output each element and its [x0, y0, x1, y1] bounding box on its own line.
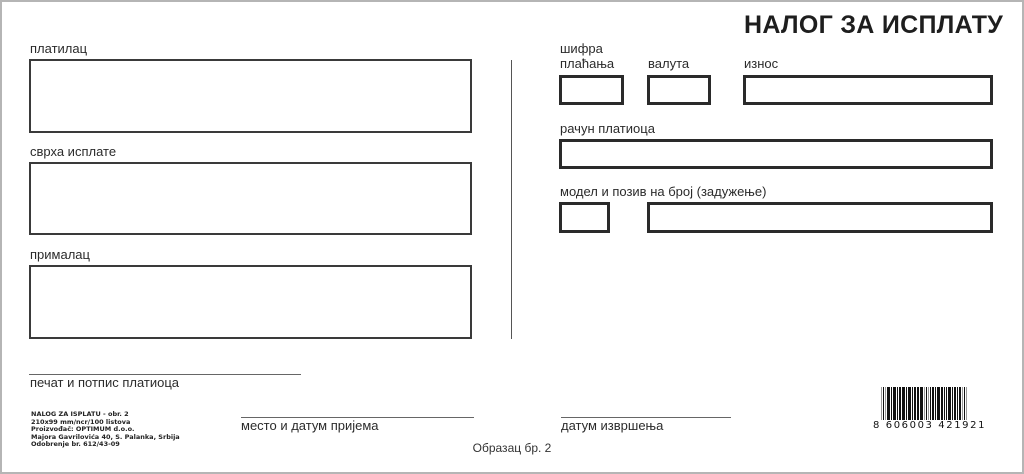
currency-field[interactable] — [647, 75, 711, 105]
column-divider — [511, 60, 512, 339]
imprint-line: Odobrenje br. 612/43-09 — [31, 440, 120, 449]
model-field[interactable] — [559, 202, 610, 233]
currency-label: валута — [648, 56, 690, 71]
barcode-number: 8 606003 421921 — [873, 420, 987, 431]
form-title: НАЛОГ ЗА ИСПЛАТУ — [744, 11, 1004, 39]
amount-field[interactable] — [743, 75, 993, 105]
form-number: Образац бр. 2 — [472, 441, 552, 455]
purpose-field[interactable] — [29, 162, 472, 235]
imprint-line: 210x99 mm/ncr/100 listova — [31, 417, 131, 426]
payment-code-label-line2: плаћања — [560, 56, 615, 71]
execution-date-label: датум извршења — [561, 418, 664, 433]
imprint-line: Majora Gavrilovića 40, S. Palanka, Srbija — [31, 432, 180, 441]
payer-label: платилац — [30, 41, 88, 56]
payer-account-field[interactable] — [559, 139, 993, 169]
payer-field[interactable] — [29, 59, 472, 133]
payment-code-field[interactable] — [559, 75, 624, 105]
imprint-line: NALOG ZA ISPLATU - obr. 2 — [31, 410, 129, 418]
model-reference-label: модел и позив на број (задужење) — [560, 184, 767, 199]
payer-account-label: рачун платиоца — [560, 121, 655, 136]
reference-number-field[interactable] — [647, 202, 993, 233]
signature-label: печат и потпис платиоца — [30, 375, 180, 390]
barcode — [873, 387, 993, 435]
purpose-label: сврха исплате — [30, 144, 117, 159]
amount-label: износ — [744, 56, 779, 71]
imprint-line: Proizvođač: OPTIMUM d.o.o. — [31, 425, 135, 434]
recipient-field[interactable] — [29, 265, 472, 339]
barcode-bars — [881, 387, 993, 423]
place-date-label: место и датум пријема — [241, 418, 379, 433]
payment-code-label-line1: шифра — [560, 41, 603, 56]
recipient-label: прималац — [30, 247, 90, 262]
